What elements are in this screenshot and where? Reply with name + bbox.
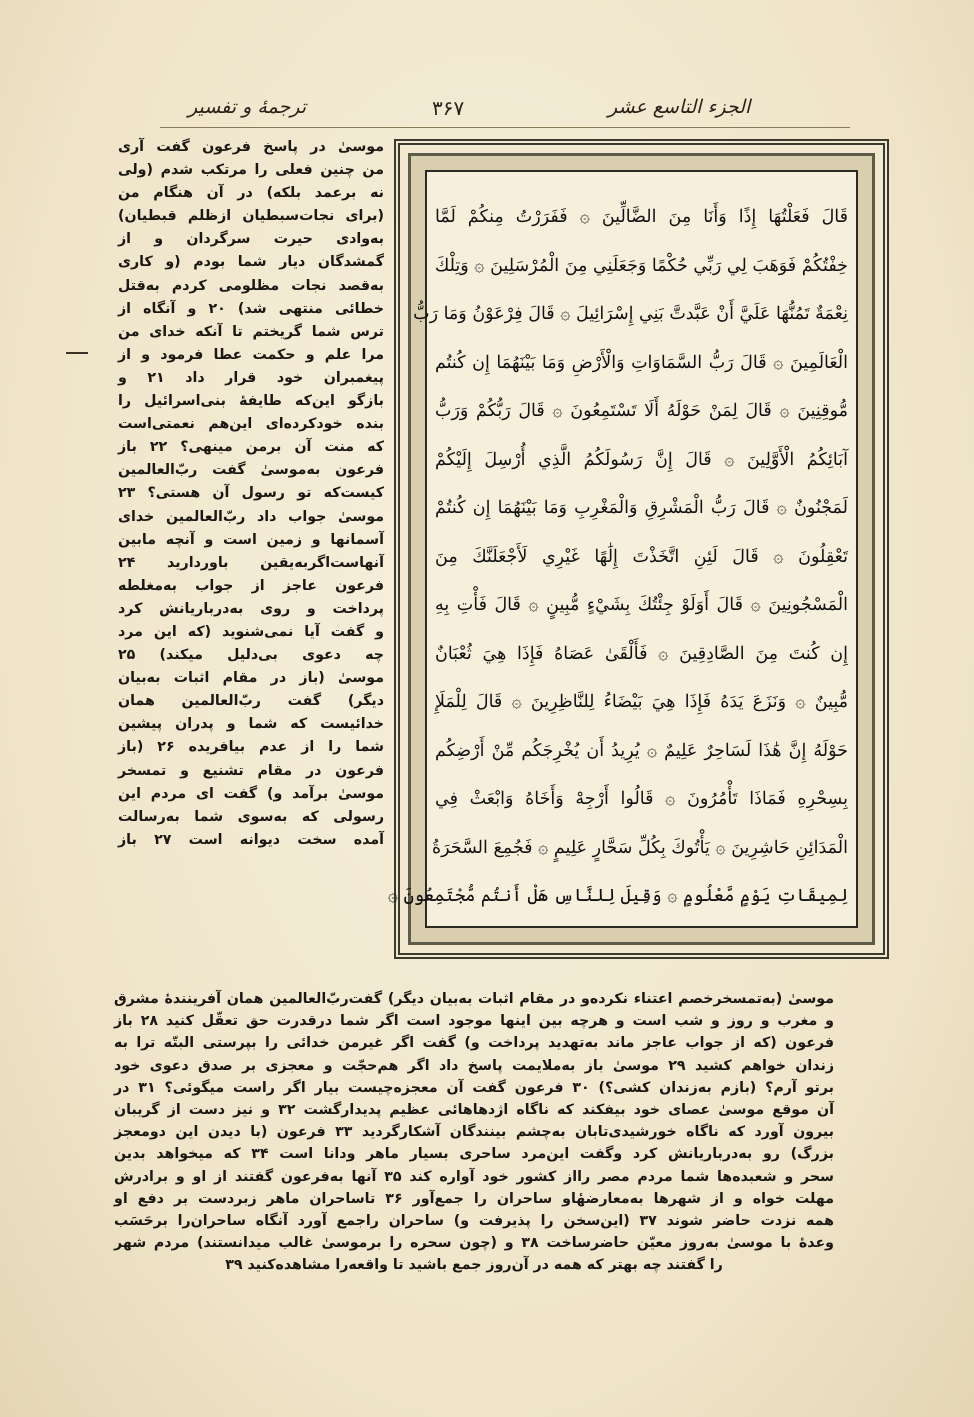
translation-line: موسیٰ برآمد و) گفت ای مردم این	[118, 785, 384, 802]
translation-column	[118, 136, 384, 852]
quran-frame-border	[387, 153, 875, 945]
quran-line: لَمَجْنُونٌ ۞ قَالَ رَبُّ الْمَشْرِقِ وَالْمَغْرِبِ وَمَا بَيْنَهُمَا إِن كُنتُمْ	[435, 498, 848, 518]
quran-line: تَعْقِلُونَ ۞ قَالَ لَئِنِ اتَّخَذْتَ إِلَٰهًا غَيْرِي لَأَجْعَلَنَّكَ مِنَ	[435, 546, 848, 567]
translation-line: چه دعوی بی‌دلیل میکند) ۲۵	[118, 647, 384, 664]
translation-bottom-line: مهلت خواه و از شهرها به‌معارضهٔاو ساحران را جمع‌آور ۳۶ تاساحران ماهر زبردست بر دفع او	[114, 1190, 834, 1207]
quran-line: لِمِيقَاتِ يَوْمٍ مَّعْلُومٍ ۞ وَقِيلَ لِلنَّاسِ هَلْ أَنتُم مُّجْتَمِعُونَ ۞	[387, 886, 848, 906]
quran-line: إِن كُنتَ مِنَ الصَّادِقِينَ ۞ فَأَلْقَىٰ عَصَاهُ فَإِذَا هِيَ ثُعْبَانٌ	[435, 643, 848, 664]
translation-bottom-line: فرعون (که از جواب عاجز ماند به‌تهدید پرداخت و) گفت اگر غیرمن خدائی را بپرستی البتّه ترا به	[114, 1035, 834, 1052]
translation-line: فرعون در مقام تشنیع و تمسخر	[118, 762, 384, 779]
translation-line: (برای نجات‌سبطیان ازظلم قبطیان)	[118, 208, 384, 225]
quran-text-box	[387, 170, 858, 928]
translation-line: بازگو این‌که طایفهٔ بنی‌اسرائیل را	[118, 393, 384, 410]
translation-line: نه برعمد بلکه) در آن هنگام من	[118, 185, 384, 202]
translation-line: و گفت آیا نمی‌شنوید (که این مرد	[118, 623, 384, 640]
translation-bottom	[114, 988, 834, 1276]
quran-line: آبَائِكُمُ الْأَوَّلِينَ ۞ قَالَ إِنَّ رَسُولَكُمُ الَّذِي أُرْسِلَ إِلَيْكُمْ	[435, 449, 848, 470]
translation-bottom-line: و مغرب و روز و شب است و هرچه بین اینها موجود است اگر شما درقدرت حق تعقّل کنید ۲۸ باز	[114, 1013, 834, 1030]
page-number: ۳۶۷	[432, 96, 465, 120]
header-juz-title: الجزء التاسع عشر	[608, 96, 751, 118]
translation-bottom-line: وعدهٔ با موسیٰ به‌روز معیّن حاضرساخت ۳۸ و (چون سحره را برموسیٰ غالب میدانستند) مردم شهر	[114, 1235, 834, 1252]
quran-line: قَالَ فَعَلْتُهَا إِذًا وَأَنَا مِنَ الضَّالِّينَ ۞ فَفَرَرْتُ مِنكُمْ لَمَّا	[435, 207, 848, 227]
translation-line: کیست‌که تو رسول آن هستی؟ ۲۳	[118, 485, 384, 502]
header-book-title: ترجمهٔ و تفسیر	[188, 96, 307, 118]
translation-line: خطائی منتهی شد) ۲۰ و آنگاه از	[118, 300, 385, 317]
translation-line: خدائیست که شما و پدران پیشین	[118, 716, 384, 733]
translation-bottom-line: زندان خواهم کشید ۲۹ موسیٰ باز به‌ملایمت پاسخ داد اگر هم‌حجّت و معجزی بر صدق دعوی خود	[114, 1057, 834, 1074]
translation-line: موسیٰ در پاسخ فرعون گفت آری	[118, 139, 384, 155]
header-divider	[160, 127, 850, 128]
quran-line: الْمَدَائِنِ حَاشِرِينَ ۞ يَأْتُوكَ بِكُلِّ سَحَّارٍ عَلِيمٍ ۞ فَجُمِعَ السَّحَرَةُ	[431, 837, 848, 858]
quran-line: مُّبِينٌ ۞ وَنَزَعَ يَدَهُ فَإِذَا هِيَ بَيْضَاءُ لِلنَّاظِرِينَ ۞ قَالَ لِلْمَلَإِ	[435, 692, 848, 712]
quran-line: الْمَسْجُونِينَ ۞ قَالَ أَوَلَوْ جِئْتُكَ بِشَيْءٍ مُّبِينٍ ۞ قَالَ فَأْتِ بِهِ	[435, 595, 848, 615]
quran-line: الْعَالَمِينَ ۞ قَالَ رَبُّ السَّمَاوَاتِ وَالْأَرْضِ وَمَا بَيْنَهُمَا إِن كُنتُم	[435, 352, 848, 373]
translation-bottom-line: بیرون آورد که ناگاه خورشیدی‌تابان به‌چشم بینندگان آشکارگردید ۳۳ فرعون (با دیدن این دومعجز	[114, 1124, 834, 1141]
translation-line: فرعون به‌موسیٰ گفت ربّ‌العالمین	[118, 462, 384, 479]
translation-line: موسیٰ (باز در مقام اثبات به‌بیان	[118, 670, 384, 687]
translation-bottom-line: موسیٰ (به‌تمسخرخصم اعتناء نکرده‌و در مقام اثبات به‌بیان دیگر) گفت‌ربّ‌العالمین همان آفرینندهٔ مشرق	[114, 991, 834, 1007]
translation-bottom-line: آن موقع موسیٰ عصای خود بیفکند که ناگاه اژدهاهائی عظیم پدیدارگشت ۳۲ و نیز دست از گریبان	[114, 1101, 834, 1118]
translation-line: آسمانها و زمین است و آنچه مابین	[118, 531, 384, 548]
translation-bottom-line: همه نزدت حاضر شوند ۳۷ (این‌سخن را پذیرفت و) ساحران راجمع آورد آنگاه ساحران‌را برحَسَب	[114, 1212, 834, 1229]
translation-bottom-line: بزرگ) رو به‌درباریانش کرد وگفت این‌مرد ساحری بسیار ماهر ودانا است ۳۴ که میخواهد بدین	[114, 1146, 834, 1163]
translation-line: گمشدگان دیار شما بودم (و کاری	[118, 254, 384, 271]
translation-line: بنده خودکرده‌ای این‌هم نعمتی‌است	[118, 416, 384, 433]
translation-line: دیگر) گفت ربّ‌العالمین همان	[118, 693, 384, 710]
translation-line: به‌وادی حیرت سرگردان و از	[118, 231, 384, 248]
translation-bottom-line: سحر و شعبده‌ها شما مردم مصر رااز کشور خود آواره کند ۳۵ آنها به‌فرعون گفتند از او و برادرش	[114, 1168, 834, 1185]
quran-frame	[387, 139, 889, 959]
translation-line: فرعون عاجز از جواب به‌مغلطه	[118, 577, 384, 594]
quran-line: بِسِحْرِهِ فَمَاذَا تَأْمُرُونَ ۞ قَالُوا أَرْجِهْ وَأَخَاهُ وَابْعَثْ فِي	[435, 789, 848, 809]
translation-line: ترس شما گریختم تا آنکه خدای من	[118, 323, 384, 340]
translation-line: من چنین فعلی را مرتکب شدم (ولی	[118, 162, 384, 179]
translation-line: به‌قصد نجات مظلومی کردم به‌قتل	[118, 277, 384, 294]
translation-line: مرا علم و حکمت عطا فرمود و از	[118, 346, 384, 363]
translation-line: موسیٰ جواب داد ربّ‌العالمین خدای	[118, 508, 384, 525]
translation-line: آمده سخت دیوانه است ۲۷ باز	[118, 831, 384, 848]
quran-line: نِعْمَةٌ تَمُنُّهَا عَلَيَّ أَنْ عَبَّدتَّ بَنِي إِسْرَائِيلَ ۞ قَالَ فِرْعَوْنُ وَمَا رَبُّ	[413, 304, 848, 324]
translation-bottom-line: برتو آرم؟ (بازم به‌زندان کشی؟) ۳۰ فرعون گفت آن معجزه‌چیست بیار اگر راست میگوئی؟ ۳۱ در	[114, 1079, 834, 1096]
translation-line: پرداخت و روی به‌درباریانش کرد	[118, 600, 384, 617]
translation-line: پیغمبران خود قرار داد ۲۱ و	[118, 369, 384, 386]
translation-line: آنهاست‌اگربه‌یقین باوردارید ۲۴	[118, 554, 384, 571]
translation-line: رسولی که به‌سوی شما به‌رسالت	[118, 808, 384, 825]
quran-line: مُّوقِنِينَ ۞ قَالَ لِمَنْ حَوْلَهُ أَلَا تَسْتَمِعُونَ ۞ قَالَ رَبُّكُمْ وَرَبُّ	[435, 401, 848, 421]
translation-line: که منت آن برمن مینهی؟ ۲۲ باز	[118, 439, 384, 456]
translation-line: شما را از عدم بیافریده ۲۶ (باز	[118, 739, 385, 756]
translation-bottom-line: را گفتند چه بهتر که همه در آن‌روز جمع باشید تا واقعه‌را مشاهده‌کنید ۳۹	[225, 1257, 723, 1274]
quran-line: خِفْتُكُمْ فَوَهَبَ لِي رَبِّي حُكْمًا وَجَعَلَنِي مِنَ الْمُرْسَلِينَ ۞ وَتِلْكَ	[434, 255, 848, 276]
quran-line: حَوْلَهُ إِنَّ هَٰذَا لَسَاحِرٌ عَلِيمٌ ۞ يُرِيدُ أَن يُخْرِجَكُم مِّنْ أَرْضِكُم	[435, 740, 848, 761]
margin-mark	[66, 352, 88, 354]
